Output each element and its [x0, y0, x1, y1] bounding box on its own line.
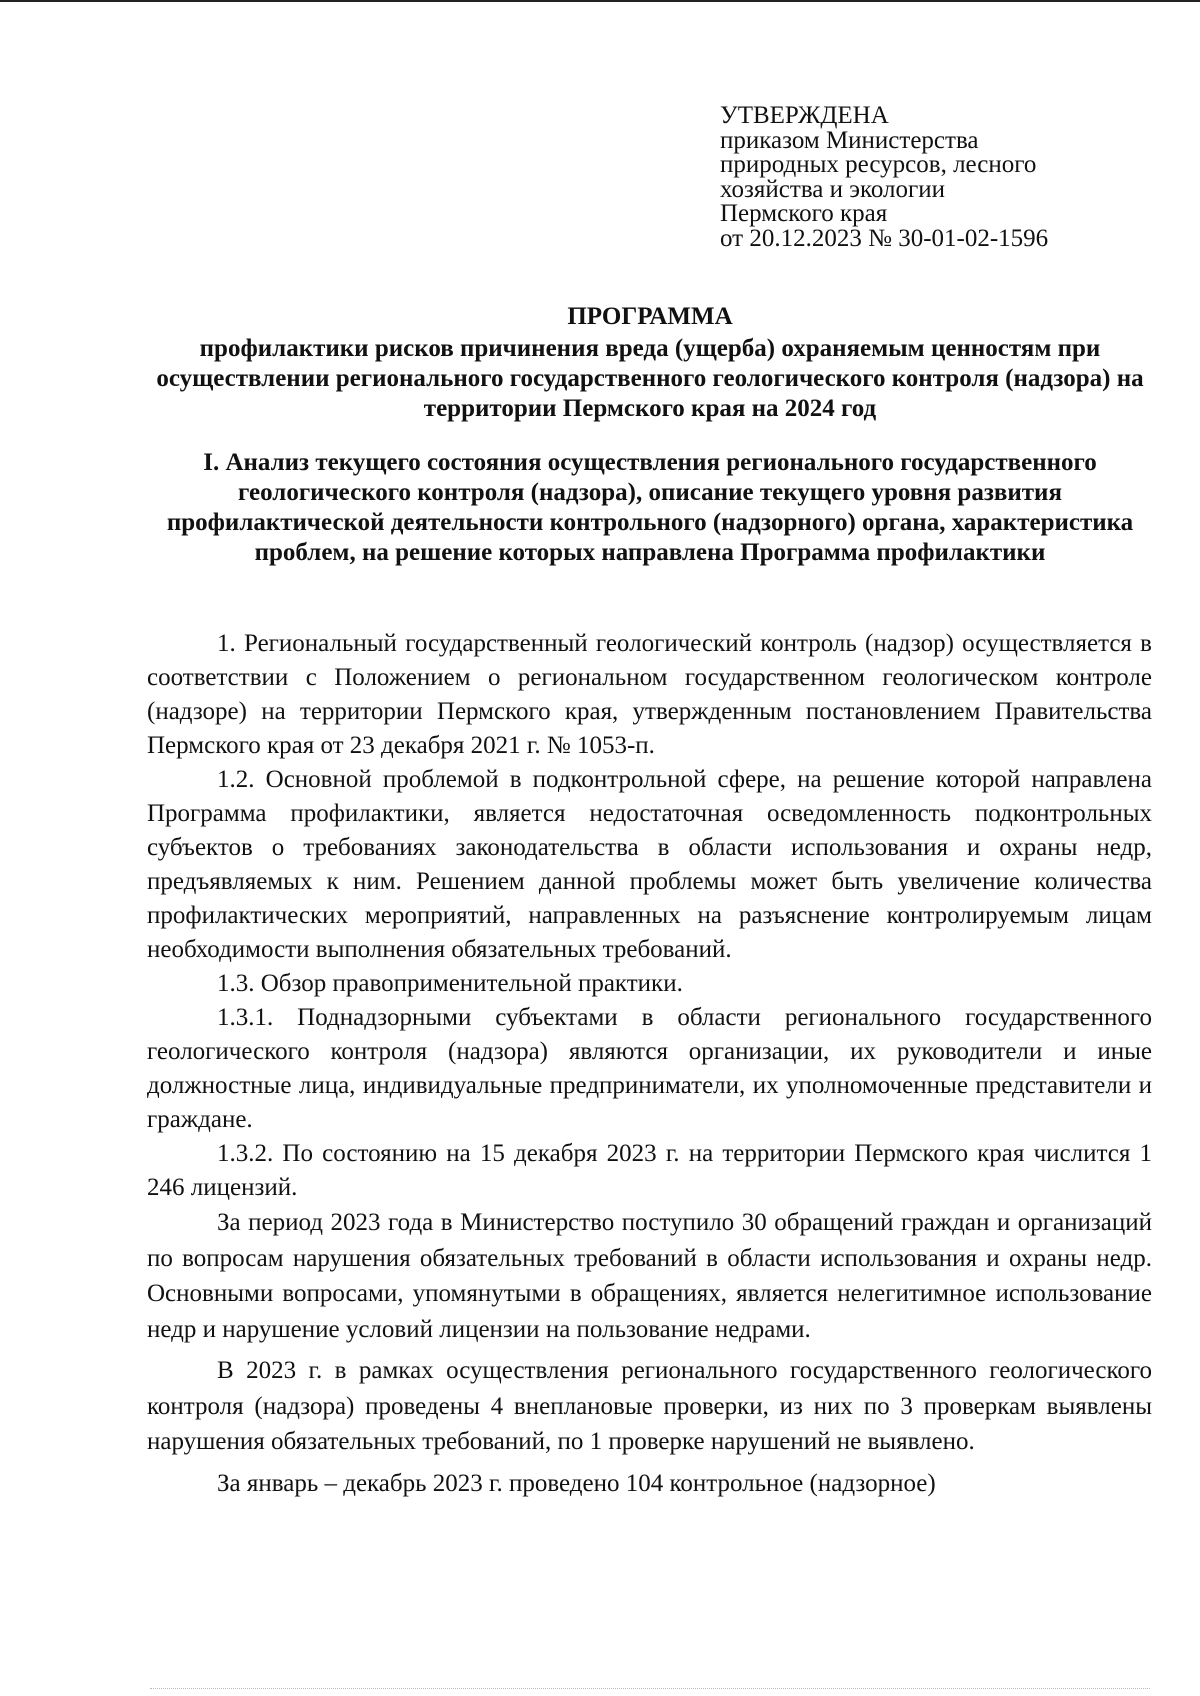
title-block	[146, 302, 1154, 568]
body-paragraph: В 2023 г. в рамках осуществления регионального государственного геологического контроля (надзора) проведены 4 внеплановые проверки, из них по 3 проверкам выявлены нарушения обязательных требований, по 1 проверке нарушений не выявлено.	[147, 1357, 1152, 1455]
body-paragraph: 1.2. Основной проблемой в подконтрольной сфере, на решение которой направлена Программа профилактики, является недостаточная осведомленность подконтрольных субъектов о требованиях законодательства в области использования и охраны недр, предъявляемых к ним. Решением данной проблемы может быть увеличение количества профилактических мероприятий, направленных на разъяснение контролируемым лицам необходимости выполнения обязательных требований.	[147, 766, 1152, 963]
document-subtitle: профилактики рисков причинения вреда (ущерба) охраняемым ценностям при осуществлении регионального государственного геологического контроля (надзора) на территории Пермского края на 2024 год	[156, 335, 1144, 422]
body-paragraph: 1. Региональный государственный геологический контроль (надзор) осуществляется в соответствии с Положением о региональном государственном геологическом контроле (надзоре) на территории Пермского края, утвержденным постановлением Правительства Пермского края от 23 декабря 2021 г. № 1053-п.	[147, 630, 1152, 759]
approval-line: приказом Министерства	[720, 126, 979, 154]
body-paragraph: За период 2023 года в Министерство поступило 30 обращений граждан и организаций по вопросам нарушения обязательных требований в области использования и охраны недр. Основными вопросами, упомянутыми в обращениях, является нелегитимное использование недр и нарушение условий лицензии на пользование недрами.	[147, 1209, 1152, 1343]
scan-top-border	[0, 0, 1200, 2]
approval-line: Пермского края	[720, 200, 888, 227]
body-paragraph: 1.3. Обзор правоприменительной практики.	[217, 970, 683, 997]
document-body	[147, 627, 1152, 1501]
document-title: ПРОГРАММА	[567, 303, 733, 330]
body-paragraph: За январь – декабрь 2023 г. проведено 104 контрольное (надзорное)	[217, 1469, 936, 1497]
body-paragraph: 1.3.2. По состоянию на 15 декабря 2023 г. на территории Пермского края числится 1 246 лицензий.	[147, 1140, 1152, 1201]
approval-line: природных ресурсов, лесного	[720, 151, 1037, 178]
approval-line: от 20.12.2023 № 30-01-02-1596	[720, 224, 1049, 252]
approval-line: хозяйства и экологии	[720, 175, 946, 203]
body-paragraph: 1.3.1. Поднадзорными субъектами в области регионального государственного геологического контроля (надзора) являются организации, их руководители и иные должностные лица, индивидуальные предприниматели, их уполномоченные представители и граждане.	[147, 1004, 1152, 1133]
approval-stamp-block	[720, 104, 1140, 251]
scan-bottom-artifact	[150, 1688, 1150, 1690]
section-heading: I. Анализ текущего состояния осуществления регионального государственного геологического контроля (надзора), описание текущего уровня развития профилактической деятельности контрольного (надзорного) органа, характеристика проблем, на решение которых направлена Программа профилактики	[166, 449, 1134, 566]
approval-line: УТВЕРЖДЕНА	[720, 102, 889, 129]
